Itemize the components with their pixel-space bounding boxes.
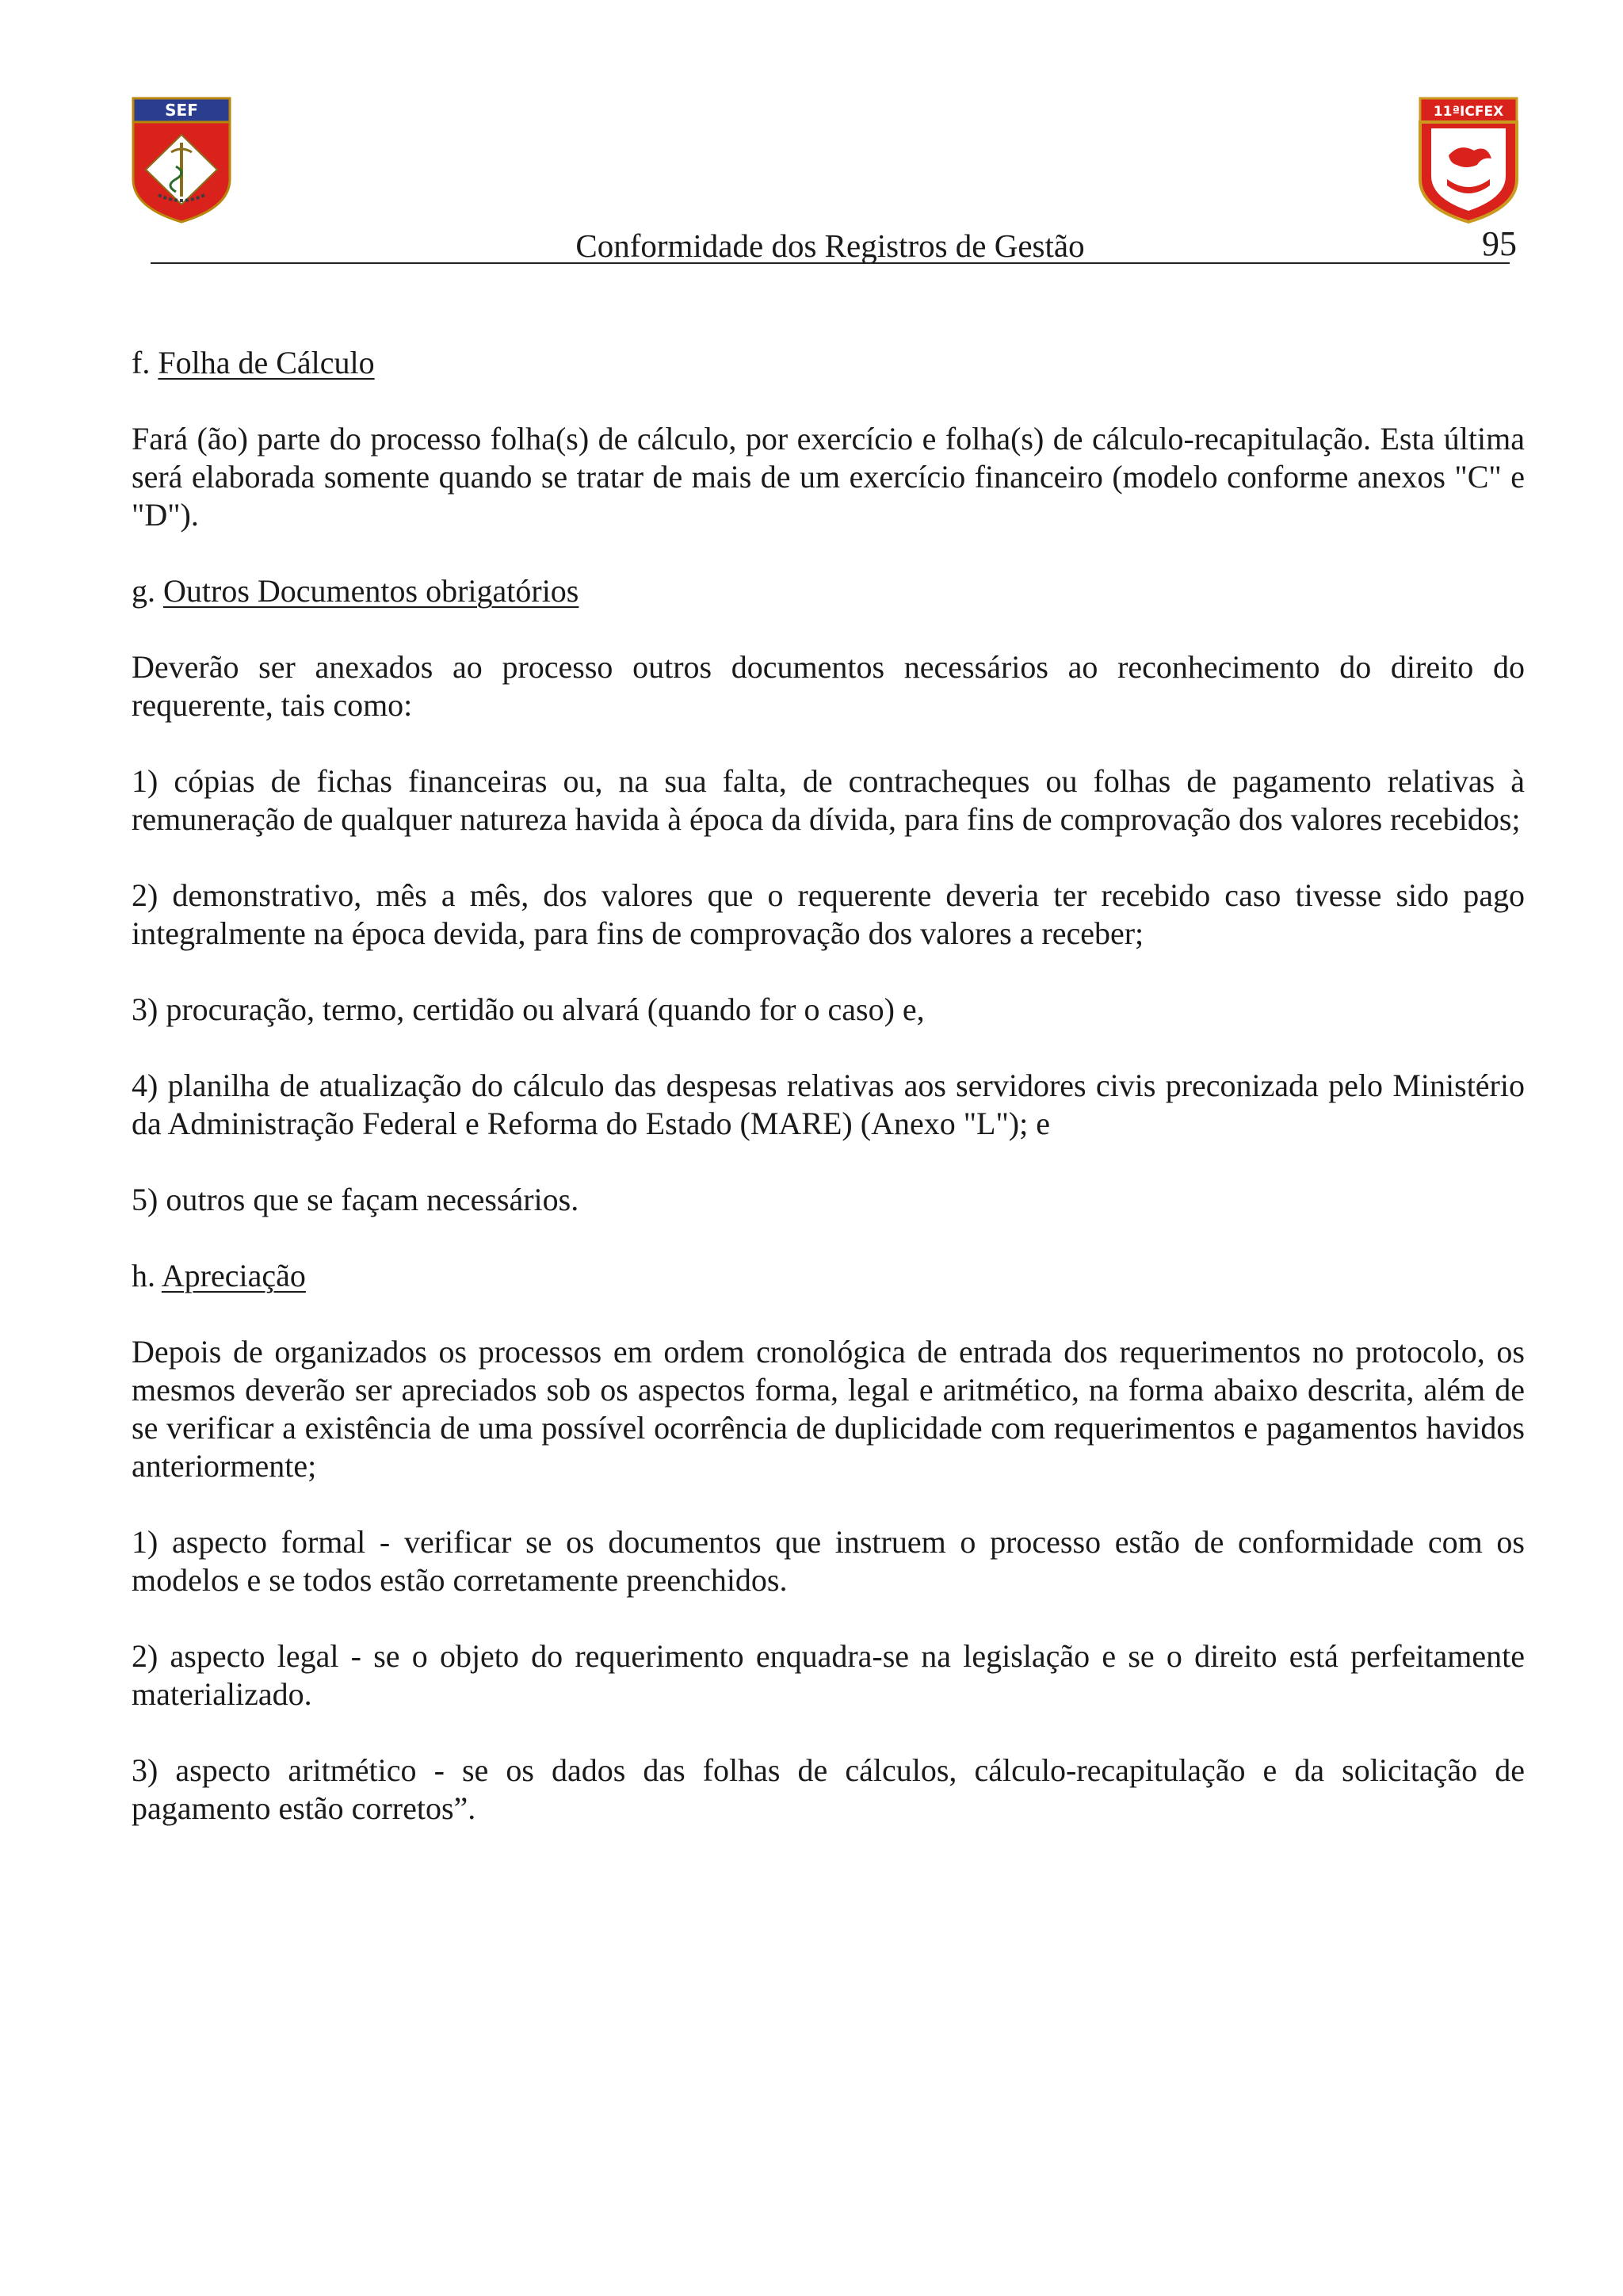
sef-shield-logo xyxy=(132,97,231,223)
icfex-shield-logo xyxy=(1419,97,1518,223)
sef-logo-text: SEF xyxy=(165,101,198,120)
section-h-item-3: 3) aspecto aritmético - se os dados das folhas de cálculos, cálculo-recapitulação e da solicitação de pagamento estão corretos”. xyxy=(132,1752,1525,1826)
section-f-heading xyxy=(132,344,1525,382)
section-f-title: Folha de Cálculo xyxy=(158,345,375,380)
page-number: 95 xyxy=(1482,224,1517,263)
section-h-marker: h. xyxy=(132,1258,162,1293)
section-h-item-1: 1) aspecto formal - verificar se os documentos que instruem o processo estão de conformidade com os modelos e se todos estão corretamente preenchidos. xyxy=(132,1524,1525,1598)
section-g-intro: Deverão ser anexados ao processo outros documentos necessários ao reconhecimento do direito do requerente, tais como: xyxy=(132,649,1525,723)
section-f-marker: f. xyxy=(132,345,158,380)
section-h-intro: Depois de organizados os processos em ordem cronológica de entrada dos requerimentos no protocolo, os mesmos deverão ser apreciados sob os aspectos forma, legal e aritmético, na forma abaixo descrita, além de se verificar a existência de uma possível ocorrência de duplicidade com requerimentos e pagamentos havidos anteriormente; xyxy=(132,1334,1525,1484)
header-title: Conformidade dos Registros de Gestão xyxy=(575,227,1085,264)
section-g-item-2: 2) demonstrativo, mês a mês, dos valores que o requerente deveria ter recebido caso tivesse sido pago integralmente na época devida, para fins de comprovação dos valores a receber; xyxy=(132,877,1525,951)
section-h-title: Apreciação xyxy=(161,1258,306,1293)
section-g-title: Outros Documentos obrigatórios xyxy=(163,573,579,609)
section-g-item-1: 1) cópias de fichas financeiras ou, na sua falta, de contracheques ou folhas de pagamento relativas à remuneração de qualquer natureza havida à época da dívida, para fins de comprovação dos valores recebidos; xyxy=(132,763,1525,837)
section-g-item-3: 3) procuração, termo, certidão ou alvará (quando for o caso) e, xyxy=(132,991,925,1027)
icfex-logo-text: 11ªICFEX xyxy=(1433,104,1504,120)
section-h-heading xyxy=(132,1257,1525,1295)
section-g-heading xyxy=(132,572,1525,610)
document-body xyxy=(132,344,1525,1866)
section-g-marker: g. xyxy=(132,573,163,609)
header-rule xyxy=(151,262,1510,264)
section-g-item-5: 5) outros que se façam necessários. xyxy=(132,1182,579,1217)
section-g-item-4: 4) planilha de atualização do cálculo das despesas relativas aos servidores civis preconizada pelo Ministério da Administração Federal e Reforma do Estado (MARE) (Anexo "L"); e xyxy=(132,1068,1525,1141)
section-h-item-2: 2) aspecto legal - se o objeto do requerimento enquadra-se na legislação e se o direito está perfeitamente materializado. xyxy=(132,1638,1525,1712)
section-f-paragraph: Fará (ão) parte do processo folha(s) de cálculo, por exercício e folha(s) de cálculo-recapitulação. Esta última será elaborada somente quando se tratar de mais de um exercício financeiro (modelo conforme anexos "C" e "D"). xyxy=(132,421,1525,533)
